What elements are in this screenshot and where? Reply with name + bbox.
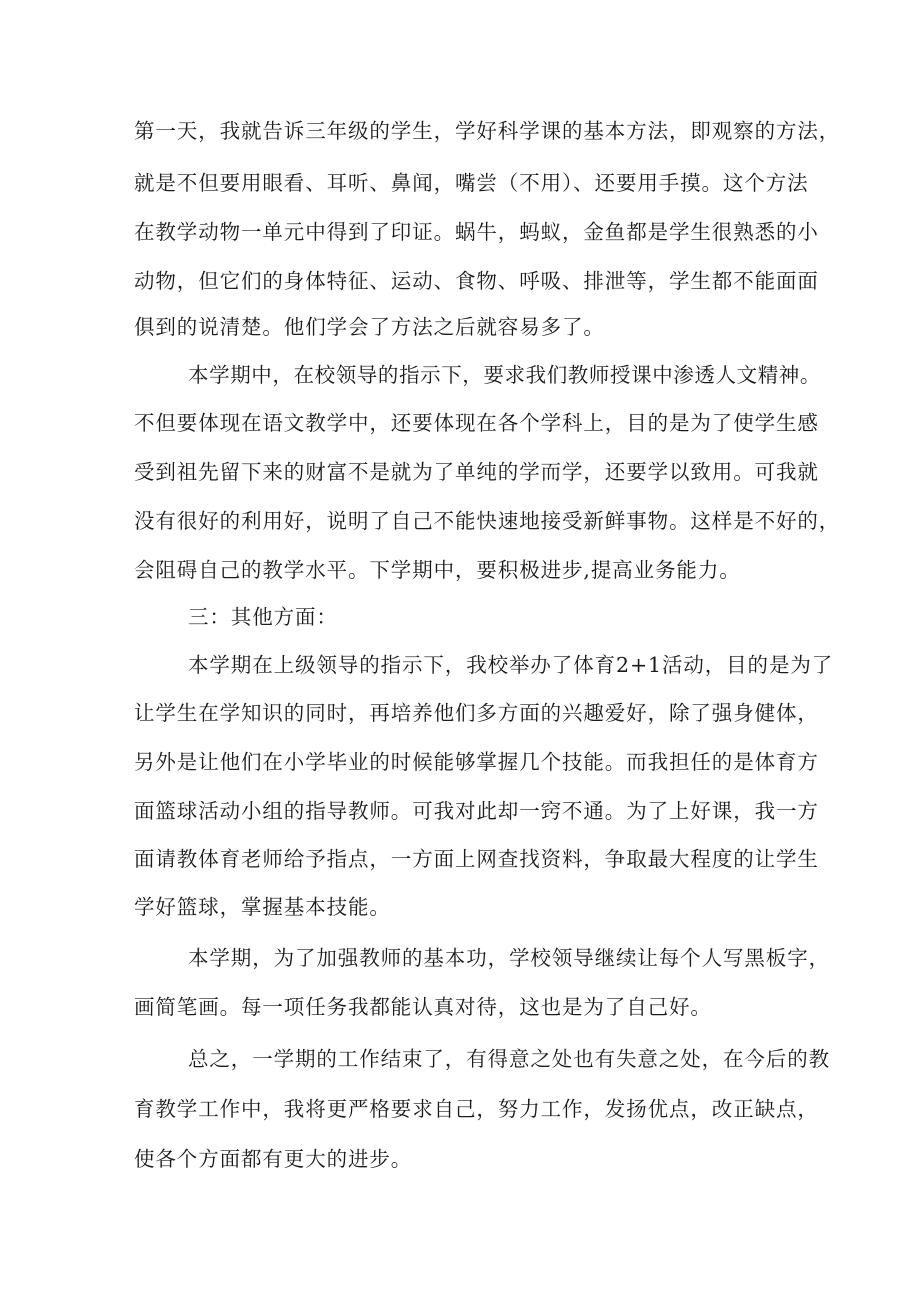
section-heading: 三：其他方面：	[188, 605, 338, 629]
text-line: 学好篮球，掌握基本技能。	[134, 895, 391, 919]
text-line: 本学期，为了加强教师的基本功，学校领导继续让每个人写黑板字，	[188, 946, 830, 970]
text-line: 画简笔画。每一项任务我都能认真对待，这也是为了自己好。	[134, 995, 712, 1019]
text-line: 俱到的说清楚。他们学会了方法之后就容易多了。	[134, 315, 605, 339]
text-line: 面篮球活动小组的指导教师。可我对此却一窍不通。为了上好课，我一方	[134, 799, 819, 823]
text-line: 面请教体育老师给予指点，一方面上网查找资料，争取最大程度的让学生	[134, 847, 819, 871]
text-line: 不但要体现在语文教学中，还要体现在各个学科上，目的是为了使学生感	[134, 411, 819, 435]
text-line: 总之，一学期的工作结束了，有得意之处也有失意之处，在今后的教	[188, 1047, 830, 1071]
text-line: 没有很好的利用好，说明了自己不能快速地接受新鲜事物。这样是不好的，	[134, 509, 841, 533]
text-line: 本学期中，在校领导的指示下，要求我们教师授课中渗透人文精神。	[188, 363, 821, 387]
text-line: 第一天，我就告诉三年级的学生，学好科学课的基本方法，即观察的方法，	[134, 119, 841, 143]
text-line: 本学期在上级领导的指示下，我校举办了体育2+1活动，目的是为了	[188, 653, 834, 677]
text-line: 动物，但它们的身体特征、运动、食物、呼吸、排泄等，学生都不能面面	[134, 269, 819, 293]
text-line: 会阻碍自己的教学水平。下学期中，要积极进步,提高业务能力。	[134, 558, 741, 582]
text-line: 另外是让他们在小学毕业的时候能够掌握几个技能。而我担任的是体育方	[134, 750, 819, 774]
text-line: 让学生在学知识的同时，再培养他们多方面的兴趣爱好，除了强身健体，	[134, 701, 819, 725]
text-line: 育教学工作中，我将更严格要求自己，努力工作，发扬优点，改正缺点，	[134, 1097, 819, 1121]
text-line: 使各个方面都有更大的进步。	[134, 1147, 413, 1171]
text-line: 受到祖先留下来的财富不是就为了单纯的学而学，还要学以致用。可我就	[134, 460, 819, 484]
text-line: 就是不但要用眼看、耳听、鼻闻，嘴尝（不用）、还要用手摸。这个方法	[134, 171, 809, 195]
text-line: 在教学动物一单元中得到了印证。蜗牛，蚂蚁，金鱼都是学生很熟悉的小	[134, 220, 819, 244]
